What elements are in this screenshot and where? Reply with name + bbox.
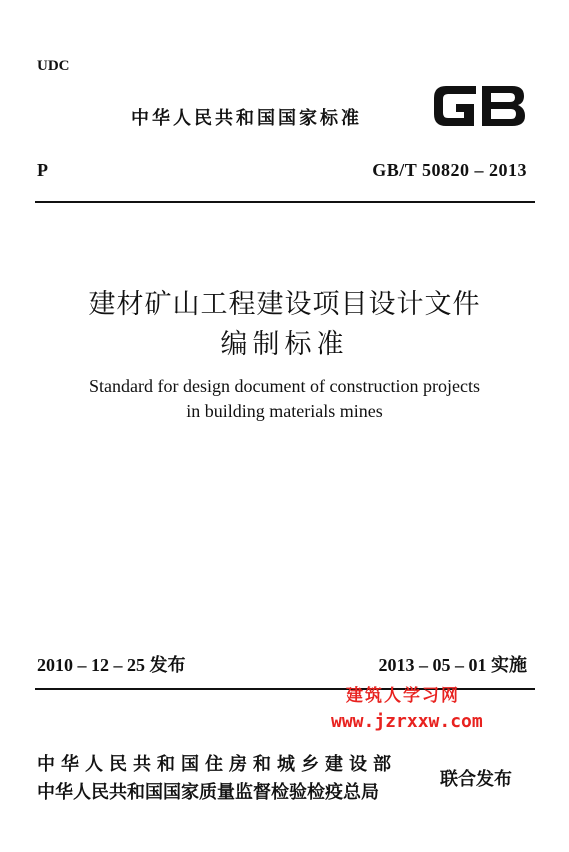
watermark-site-name: 建筑人学习网 — [346, 686, 460, 706]
udc-label: UDC — [37, 58, 70, 74]
top-divider — [35, 201, 535, 203]
publisher-line1: 中华人民共和国住房和城乡建设部 — [37, 754, 397, 775]
title-en-line2: in building materials mines — [186, 401, 383, 421]
watermark-url: www.jzrxxw.com — [331, 711, 483, 732]
joint-publish-label: 联合发布 — [440, 769, 512, 790]
title-zh-line2: 编制标准 — [220, 329, 349, 360]
bottom-divider — [35, 688, 535, 690]
category-code: P — [37, 160, 48, 180]
implementation-date: 2013 – 05 – 01 实施 — [378, 655, 527, 675]
standard-number: GB/T 50820 – 2013 — [372, 160, 527, 180]
title-en-line1: Standard for design document of construction projects — [89, 376, 480, 396]
issue-date: 2010 – 12 – 25 发布 — [37, 655, 186, 675]
publisher-line2: 中华人民共和国国家质量监督检验检疫总局 — [37, 782, 379, 803]
gb-logo — [428, 78, 530, 134]
title-zh-line1: 建材矿山工程建设项目设计文件 — [88, 289, 481, 320]
national-standard-heading: 中华人民共和国国家标准 — [131, 108, 362, 129]
